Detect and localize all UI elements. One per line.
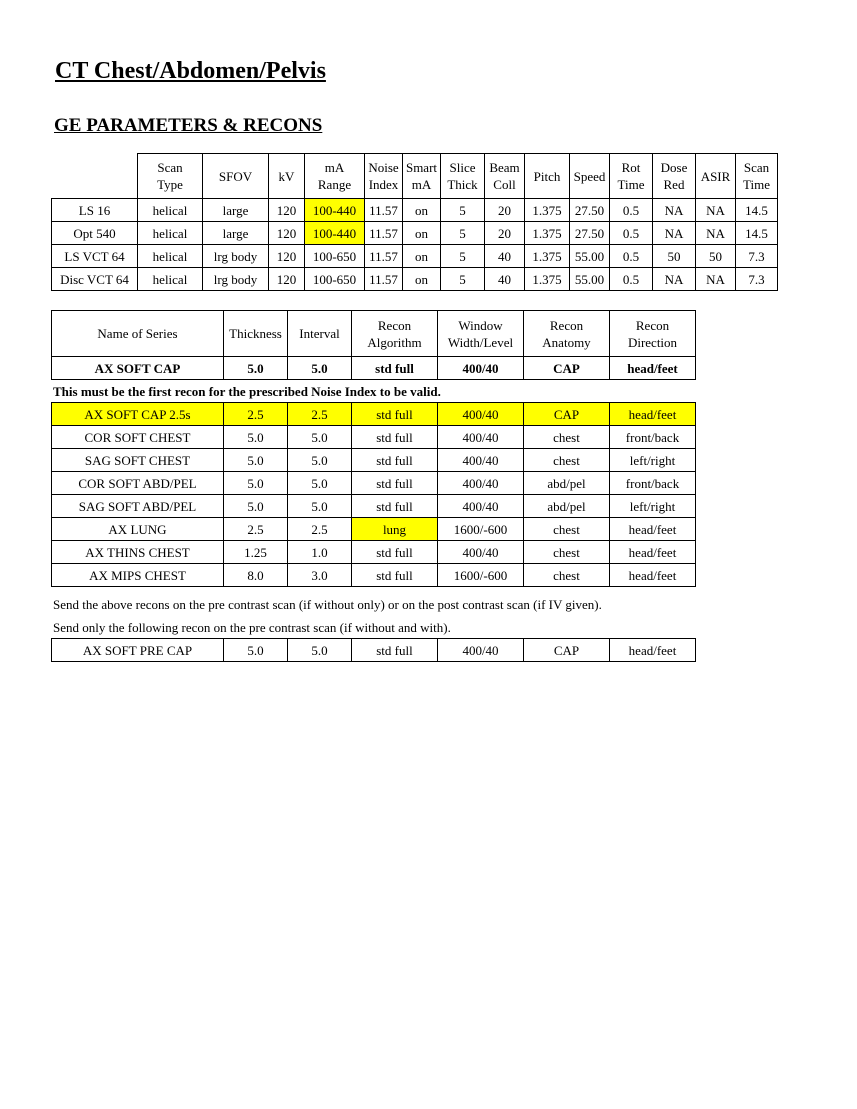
table-cell: 20	[485, 222, 525, 245]
header-interval: Interval	[288, 311, 352, 357]
table-cell: 400/40	[438, 639, 524, 662]
table-cell: NA	[653, 268, 696, 291]
table-cell: large	[203, 222, 269, 245]
table-cell: std full	[352, 426, 438, 449]
table-cell: AX MIPS CHEST	[52, 564, 224, 587]
table-cell: SAG SOFT CHEST	[52, 449, 224, 472]
table-cell: helical	[138, 222, 203, 245]
scanner-name: Opt 540	[52, 222, 138, 245]
table-row	[52, 564, 696, 587]
table-cell: 400/40	[438, 426, 524, 449]
scanner-parameters-table	[51, 153, 778, 291]
scanner-name: LS 16	[52, 199, 138, 222]
table-cell: on	[403, 222, 441, 245]
params-header-row	[52, 154, 778, 199]
table-cell: 400/40	[438, 403, 524, 426]
table-cell: 100-650	[305, 268, 365, 291]
table-cell: left/right	[610, 449, 696, 472]
table-cell: 7.3	[736, 245, 778, 268]
table-cell: NA	[653, 222, 696, 245]
header-dose-red: Dose Red	[653, 154, 696, 199]
table-cell: 1600/-600	[438, 564, 524, 587]
table-cell: 5	[441, 245, 485, 268]
first-recon-note: This must be the first recon for the prescribed Noise Index to be valid.	[53, 384, 441, 399]
table-cell: 11.57	[365, 199, 403, 222]
table-cell: 120	[269, 268, 305, 291]
table-cell: 400/40	[438, 357, 524, 380]
recons-header-row	[52, 311, 696, 357]
table-row	[52, 426, 696, 449]
table-cell: SAG SOFT ABD/PEL	[52, 495, 224, 518]
header-sfov: SFOV	[203, 154, 269, 199]
table-cell: 50	[653, 245, 696, 268]
table-cell: 1.375	[525, 222, 570, 245]
header-recon-algorithm: Recon Algorithm	[352, 311, 438, 357]
table-cell: 1.375	[525, 199, 570, 222]
table-cell: 20	[485, 199, 525, 222]
table-cell: 0.5	[610, 268, 653, 291]
table-cell: abd/pel	[524, 495, 610, 518]
table-cell: 27.50	[570, 222, 610, 245]
table-cell: NA	[696, 222, 736, 245]
table-cell: 5.0	[224, 449, 288, 472]
table-cell: 14.5	[736, 199, 778, 222]
table-cell: 5	[441, 199, 485, 222]
table-cell: AX LUNG	[52, 518, 224, 541]
header-recon-anatomy: Recon Anatomy	[524, 311, 610, 357]
header-smart-ma: Smart mA	[403, 154, 441, 199]
table-cell: 5.0	[224, 495, 288, 518]
table-cell: 50	[696, 245, 736, 268]
table-cell: std full	[352, 564, 438, 587]
table-cell: on	[403, 268, 441, 291]
table-cell: 0.5	[610, 199, 653, 222]
table-cell: std full	[352, 541, 438, 564]
table-cell: 5.0	[288, 472, 352, 495]
table-cell: 400/40	[438, 541, 524, 564]
section-subtitle: GE PARAMETERS & RECONS	[54, 115, 323, 136]
table-cell: 11.57	[365, 268, 403, 291]
table-cell: left/right	[610, 495, 696, 518]
table-cell: front/back	[610, 426, 696, 449]
table-cell: head/feet	[610, 403, 696, 426]
table-cell: 5.0	[224, 472, 288, 495]
table-cell: on	[403, 245, 441, 268]
table-cell: 1.375	[525, 245, 570, 268]
table-row	[52, 495, 696, 518]
table-cell: std full	[352, 472, 438, 495]
table-cell: on	[403, 199, 441, 222]
table-cell: 5.0	[288, 639, 352, 662]
header-beam-coll: Beam Coll	[485, 154, 525, 199]
table-cell: 14.5	[736, 222, 778, 245]
send-following-note: Send only the following recon on the pre contrast scan (if without and with).	[53, 620, 451, 635]
table-cell: chest	[524, 518, 610, 541]
table-cell: 5	[441, 268, 485, 291]
page-title: CT Chest/Abdomen/Pelvis	[55, 58, 326, 84]
table-cell: CAP	[524, 639, 610, 662]
table-cell: std full	[352, 449, 438, 472]
table-cell: NA	[696, 268, 736, 291]
table-cell: 120	[269, 199, 305, 222]
table-cell: COR SOFT ABD/PEL	[52, 472, 224, 495]
table-cell: 120	[269, 222, 305, 245]
table-row	[52, 268, 778, 291]
header-slice-thick: Slice Thick	[441, 154, 485, 199]
table-cell: 120	[269, 245, 305, 268]
header-speed: Speed	[570, 154, 610, 199]
scanner-name: LS VCT 64	[52, 245, 138, 268]
table-cell: 2.5	[288, 403, 352, 426]
table-cell: std full	[352, 495, 438, 518]
table-cell: 400/40	[438, 449, 524, 472]
table-cell: 100-650	[305, 245, 365, 268]
table-cell: 40	[485, 268, 525, 291]
table-cell: 1.25	[224, 541, 288, 564]
table-cell: NA	[696, 199, 736, 222]
table-cell: helical	[138, 268, 203, 291]
header-kv: kV	[269, 154, 305, 199]
header-scan-type: Scan Type	[138, 154, 203, 199]
table-cell: front/back	[610, 472, 696, 495]
header-thickness: Thickness	[224, 311, 288, 357]
table-cell: helical	[138, 245, 203, 268]
table-cell: std full	[352, 357, 438, 380]
table-row	[52, 518, 696, 541]
table-cell: 5.0	[224, 639, 288, 662]
table-cell: 1.0	[288, 541, 352, 564]
table-row	[52, 639, 696, 662]
table-cell: chest	[524, 541, 610, 564]
table-cell: 2.5	[288, 518, 352, 541]
first-recon-row	[52, 357, 696, 380]
header-recon-direction: Recon Direction	[610, 311, 696, 357]
table-cell: 27.50	[570, 199, 610, 222]
table-cell: 1.375	[525, 268, 570, 291]
pre-contrast-recon-table	[51, 638, 696, 662]
table-cell: 11.57	[365, 245, 403, 268]
table-cell: 5	[441, 222, 485, 245]
table-cell: head/feet	[610, 564, 696, 587]
table-cell: chest	[524, 426, 610, 449]
table-cell-highlighted: 100-440	[305, 199, 365, 222]
table-cell: head/feet	[610, 518, 696, 541]
header-ma-range: mA Range	[305, 154, 365, 199]
header-window-width-level: Window Width/Level	[438, 311, 524, 357]
table-cell: 5.0	[288, 495, 352, 518]
table-cell-highlighted: lung	[352, 518, 438, 541]
table-cell: 400/40	[438, 495, 524, 518]
header-noise-index: Noise Index	[365, 154, 403, 199]
table-cell: 3.0	[288, 564, 352, 587]
table-cell: 55.00	[570, 245, 610, 268]
table-cell: 0.5	[610, 245, 653, 268]
table-row	[52, 541, 696, 564]
table-cell: head/feet	[610, 639, 696, 662]
table-cell: 2.5	[224, 518, 288, 541]
table-cell: head/feet	[610, 357, 696, 380]
table-cell: 5.0	[224, 426, 288, 449]
table-cell: AX SOFT PRE CAP	[52, 639, 224, 662]
table-cell: 8.0	[224, 564, 288, 587]
header-rot-time: Rot Time	[610, 154, 653, 199]
table-row	[52, 245, 778, 268]
table-cell: 55.00	[570, 268, 610, 291]
table-row	[52, 199, 778, 222]
table-cell: abd/pel	[524, 472, 610, 495]
table-cell: helical	[138, 199, 203, 222]
table-cell: 5.0	[288, 426, 352, 449]
table-cell: 5.0	[288, 449, 352, 472]
table-cell: 5.0	[224, 357, 288, 380]
table-cell: CAP	[524, 357, 610, 380]
table-cell: AX SOFT CAP 2.5s	[52, 403, 224, 426]
header-asir: ASIR	[696, 154, 736, 199]
recons-table	[51, 310, 696, 587]
table-cell: std full	[352, 639, 438, 662]
table-cell: large	[203, 199, 269, 222]
table-row-highlighted	[52, 403, 696, 426]
table-cell: chest	[524, 449, 610, 472]
header-scan-time: Scan Time	[736, 154, 778, 199]
table-cell: NA	[653, 199, 696, 222]
table-row	[52, 222, 778, 245]
table-cell: lrg body	[203, 245, 269, 268]
table-cell: 7.3	[736, 268, 778, 291]
table-row	[52, 449, 696, 472]
table-cell: head/feet	[610, 541, 696, 564]
table-cell: COR SOFT CHEST	[52, 426, 224, 449]
table-cell-highlighted: 100-440	[305, 222, 365, 245]
table-cell: chest	[524, 564, 610, 587]
table-row	[52, 472, 696, 495]
header-name-of-series: Name of Series	[52, 311, 224, 357]
table-cell: CAP	[524, 403, 610, 426]
header-pitch: Pitch	[525, 154, 570, 199]
table-cell: AX SOFT CAP	[52, 357, 224, 380]
table-cell: 0.5	[610, 222, 653, 245]
table-cell: 40	[485, 245, 525, 268]
send-above-note: Send the above recons on the pre contrast scan (if without only) or on the post contrast scan (if IV given).	[53, 597, 602, 612]
params-header-blank	[52, 154, 138, 199]
table-cell: lrg body	[203, 268, 269, 291]
table-cell: AX THINS CHEST	[52, 541, 224, 564]
scanner-name: Disc VCT 64	[52, 268, 138, 291]
table-cell: 11.57	[365, 222, 403, 245]
table-cell: 2.5	[224, 403, 288, 426]
table-cell: 400/40	[438, 472, 524, 495]
table-cell: 1600/-600	[438, 518, 524, 541]
table-cell: 5.0	[288, 357, 352, 380]
table-cell: std full	[352, 403, 438, 426]
